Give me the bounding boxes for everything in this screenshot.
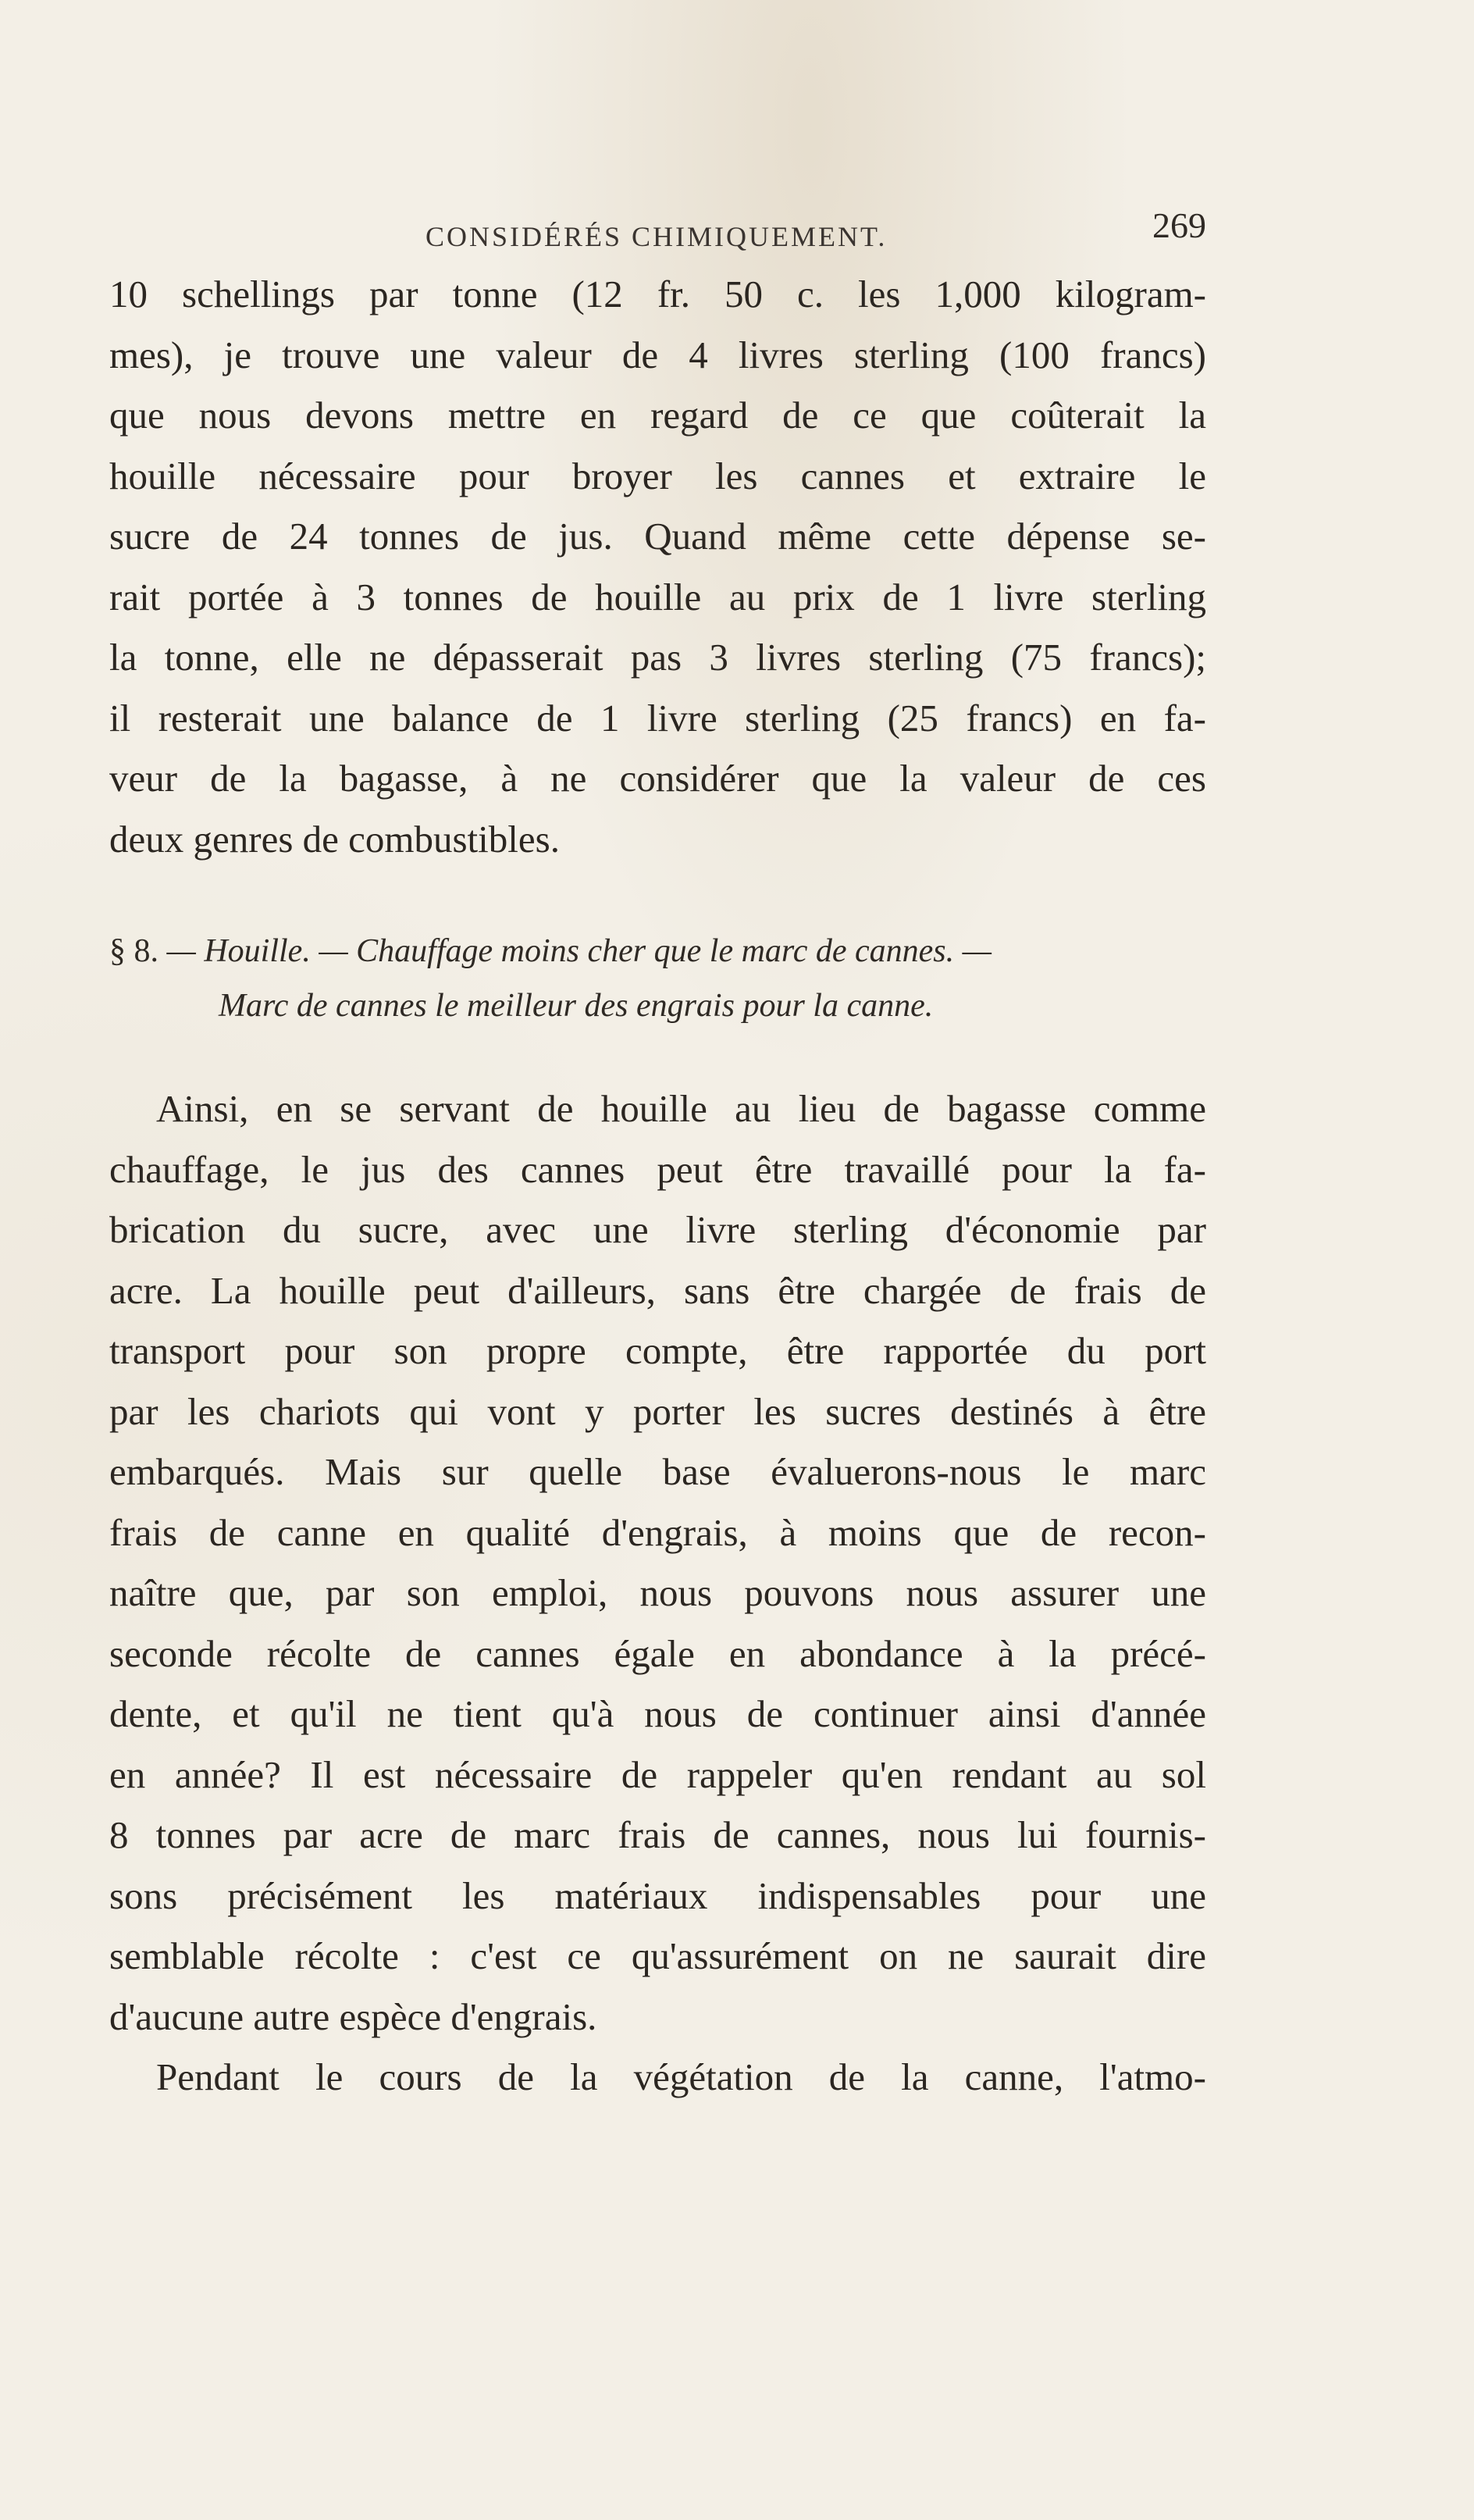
text-line: frais de canne en qualité d'engrais, à moins que de recon-: [109, 1510, 1206, 1554]
text-line: sucre de 24 tonnes de jus. Quand même cette dépense se-: [109, 515, 1206, 558]
book-page: [109, 205, 1206, 2108]
paragraph-3: [109, 2047, 1206, 2108]
text-line: brication du sucre, avec une livre sterling d'économie par: [109, 1208, 1206, 1251]
text-line: il resterait une balance de 1 livre sterling (25 francs) en fa-: [109, 696, 1206, 740]
paragraph-1: [109, 264, 1206, 869]
text-line: par les chariots qui vont y porter les sucres destinés à être: [109, 1389, 1206, 1433]
section-title-line-1: — Houille. — Chauffage moins cher que le marc de cannes. —: [166, 933, 992, 969]
text-line: que nous devons mettre en regard de ce que coûterait la: [109, 394, 1206, 437]
section-title-line-2: Marc de cannes le meilleur des engrais pour la canne.: [219, 988, 934, 1024]
text-line: seconde récolte de cannes égale en abondance à la précé-: [109, 1631, 1206, 1675]
text-line: mes), je trouve une valeur de 4 livres sterling (100 francs): [109, 333, 1206, 376]
text-line: sons précisément les matériaux indispensables pour une: [109, 1873, 1206, 1917]
section-heading-line-1: [109, 924, 1206, 978]
text-line: 10 schellings par tonne (12 fr. 50 c. les 1,000 kilogram-: [109, 273, 1206, 315]
text-line: embarqués. Mais sur quelle base évaluerons-nous le marc: [109, 1450, 1206, 1493]
text-line: chauffage, le jus des cannes peut être travaillé pour la fa-: [109, 1147, 1206, 1191]
text-line: Pendant le cours de la végétation de la canne, l'atmo-: [156, 2055, 1206, 2098]
section-mark: § 8.: [109, 933, 158, 969]
text-line: la tonne, elle ne dépasserait pas 3 livres sterling (75 francs);: [109, 636, 1206, 679]
text-line: dente, et qu'il ne tient qu'à nous de continuer ainsi d'année: [109, 1692, 1206, 1735]
text-line: d'aucune autre espèce d'engrais.: [109, 1994, 597, 2038]
text-line: veur de la bagasse, à ne considérer que la valeur de ces: [109, 757, 1206, 800]
text-line: deux genres de combustibles.: [109, 817, 560, 861]
text-line: naître que, par son emploi, nous pouvons nous assurer une: [109, 1571, 1206, 1614]
text-line: acre. La houille peut d'ailleurs, sans être chargée de frais de: [109, 1268, 1206, 1312]
paragraph-2: [109, 1078, 1206, 2047]
text-line: transport pour son propre compte, être rapportée du port: [109, 1329, 1206, 1372]
page-number: 269: [1152, 205, 1206, 245]
text-line: 8 tonnes par acre de marc frais de cannes, nous lui fournis-: [109, 1813, 1206, 1856]
text-line: Ainsi, en se servant de houille au lieu de bagasse comme: [156, 1087, 1206, 1130]
running-head: [109, 205, 1206, 264]
section-heading: [109, 924, 1206, 1033]
text-line: semblable récolte : c'est ce qu'assurément on ne saurait dire: [109, 1934, 1206, 1977]
running-title: CONSIDÉRÉS CHIMIQUEMENT.: [425, 221, 888, 252]
text-line: en année? Il est nécessaire de rappeler qu'en rendant au sol: [109, 1752, 1206, 1796]
text-line: rait portée à 3 tonnes de houille au prix de 1 livre sterling: [109, 575, 1206, 618]
text-line: houille nécessaire pour broyer les cannes et extraire le: [109, 454, 1206, 497]
